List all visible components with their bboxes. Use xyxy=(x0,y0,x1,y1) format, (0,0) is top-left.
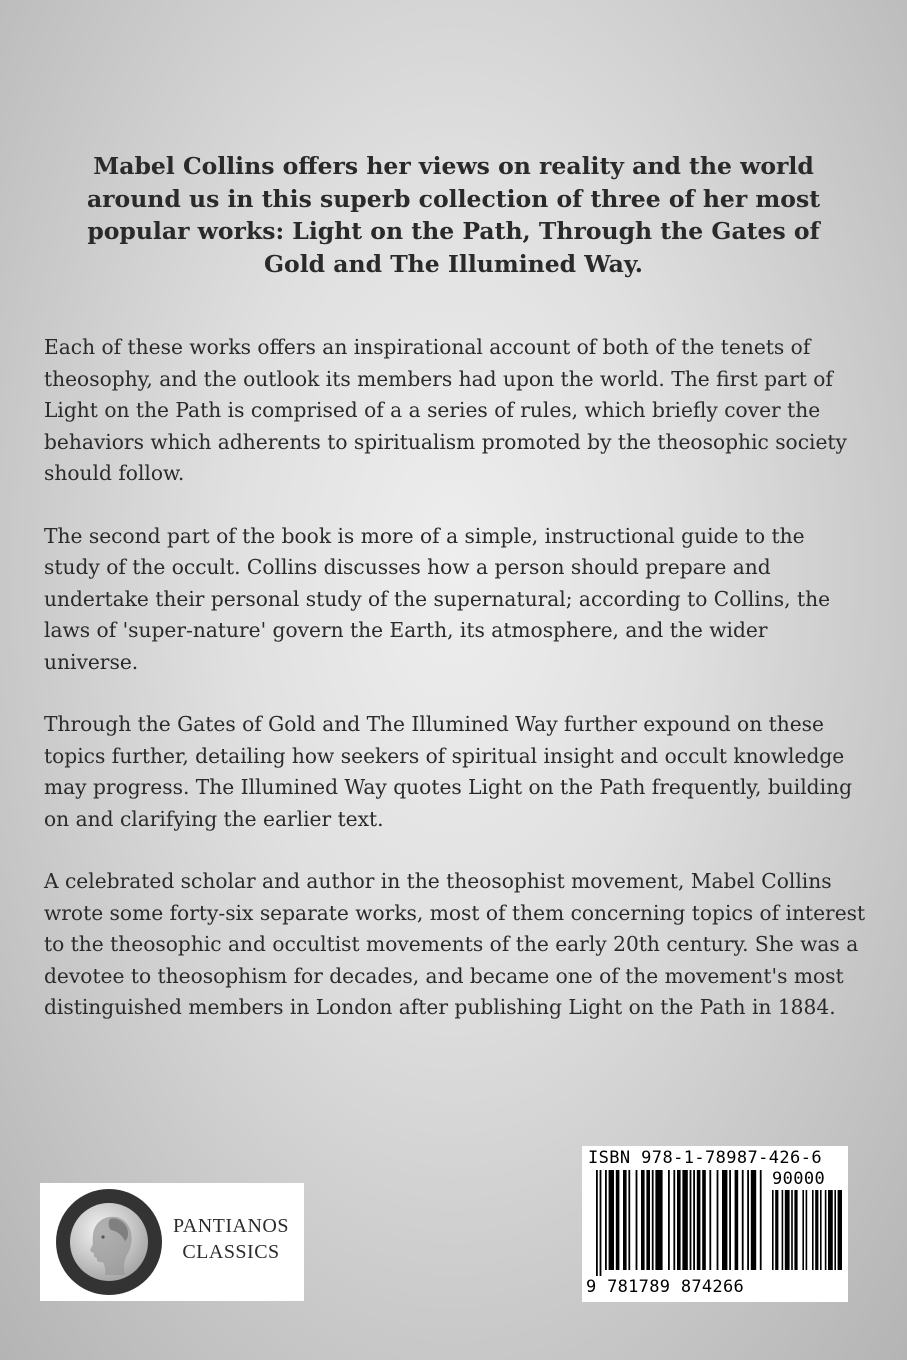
ean-barcode-bars xyxy=(596,1170,768,1278)
barcode-bar xyxy=(838,1190,842,1270)
barcode-bar xyxy=(655,1170,662,1270)
barcode-bar xyxy=(794,1190,797,1270)
barcode-bar xyxy=(820,1190,822,1270)
barcode-bar xyxy=(709,1170,711,1270)
barcode-bar xyxy=(834,1190,836,1270)
barcode-bar xyxy=(729,1170,731,1270)
barcode-bar xyxy=(636,1170,638,1270)
barcode-bar xyxy=(747,1170,749,1270)
barcode-bar xyxy=(682,1170,687,1270)
barcode-bar xyxy=(609,1170,614,1270)
barcode-bar xyxy=(785,1190,790,1270)
barcode-bar xyxy=(772,1190,774,1270)
barcode-bar xyxy=(673,1170,675,1270)
barcode-bar xyxy=(623,1170,627,1270)
barcode-bar xyxy=(628,1170,630,1270)
barcode-bar xyxy=(812,1190,814,1270)
barcode-bar xyxy=(616,1170,620,1270)
isbn-label: ISBN 978-1-78987-426-6 xyxy=(588,1148,822,1168)
barcode-bar xyxy=(775,1190,778,1270)
coin-portrait-icon xyxy=(56,1189,162,1295)
barcode-bar xyxy=(782,1190,784,1270)
barcode-bar xyxy=(815,1190,818,1270)
publisher-name-line2: CLASSICS xyxy=(182,1241,280,1263)
barcode-bar xyxy=(802,1190,804,1270)
barcode-bar xyxy=(735,1170,739,1270)
barcode-bar xyxy=(791,1190,793,1270)
barcode-bar xyxy=(652,1170,654,1270)
addon-barcode-bars xyxy=(772,1190,842,1272)
barcode-bar xyxy=(668,1170,670,1270)
barcode-bar xyxy=(702,1170,706,1270)
intro-blurb: Mabel Collins offers her views on reality and the world around us in this superb collection of three of her most popular works: Light on the Path, Through the Gates of Gold and The Illumined Way. xyxy=(86,152,821,278)
price-code: 90000 xyxy=(772,1169,826,1189)
barcode-bar xyxy=(605,1170,607,1270)
barcode-bar xyxy=(690,1170,692,1270)
barcode-bar xyxy=(646,1170,650,1270)
barcode-bar xyxy=(742,1170,744,1270)
barcode-bar xyxy=(693,1170,695,1270)
barcode-bar xyxy=(760,1170,762,1270)
barcode-bar xyxy=(828,1190,833,1270)
description-paragraph-1: Each of these works offers an inspirational account of both of the tenets of theosophy, and the outlook its members had upon the world. The first part of Light on the Path is comprised of a a series of rules, which briefly cover the behaviors which adherents to spiritualism promoted by the theosophic society should follow. xyxy=(44,335,847,485)
barcode-bar xyxy=(717,1170,719,1270)
description-paragraph-4: A celebrated scholar and author in the theosophist movement, Mabel Collins wrote some forty-six separate works, most of them concerning topics of interest to the theosophic and occultist movements of the early 20th century. She was a devotee to theosophism for decades, and became one of the movement's most distinguished members in London after publishing Light on the Path in 1884. xyxy=(44,869,866,1019)
publisher-name xyxy=(162,1213,300,1265)
description-paragraph-3: Through the Gates of Gold and The Illumined Way further expound on these topics further, detailing how seekers of spiritual insight and occult knowledge may progress. The Illumined Way quotes Light on the Path frequently, building on and clarifying the earlier text. xyxy=(44,712,852,831)
barcode-bar xyxy=(806,1190,808,1270)
barcode-bar xyxy=(697,1170,701,1270)
ean-digits: 9 781789 874266 xyxy=(586,1277,745,1297)
description-paragraph-2: The second part of the book is more of a simple, instructional guide to the study of the occult. Collins discusses how a person should prepare and undertake their personal study of the supernatural; according to Collins, the laws of 'super-nature' govern the Earth, its atmosphere, and the wider universe. xyxy=(44,523,831,674)
barcode-bar xyxy=(677,1170,681,1270)
barcode-bar xyxy=(641,1170,645,1270)
description-body xyxy=(44,332,866,1055)
publisher-name-line1: PANTIANOS xyxy=(172,1215,289,1237)
barcode-bar xyxy=(596,1170,598,1276)
barcode-bar xyxy=(722,1170,727,1270)
barcode-bar xyxy=(825,1190,827,1270)
isbn-barcode xyxy=(582,1146,848,1302)
barcode-bar xyxy=(751,1170,756,1270)
barcode-bar xyxy=(600,1170,602,1276)
publisher-logo xyxy=(40,1183,304,1301)
